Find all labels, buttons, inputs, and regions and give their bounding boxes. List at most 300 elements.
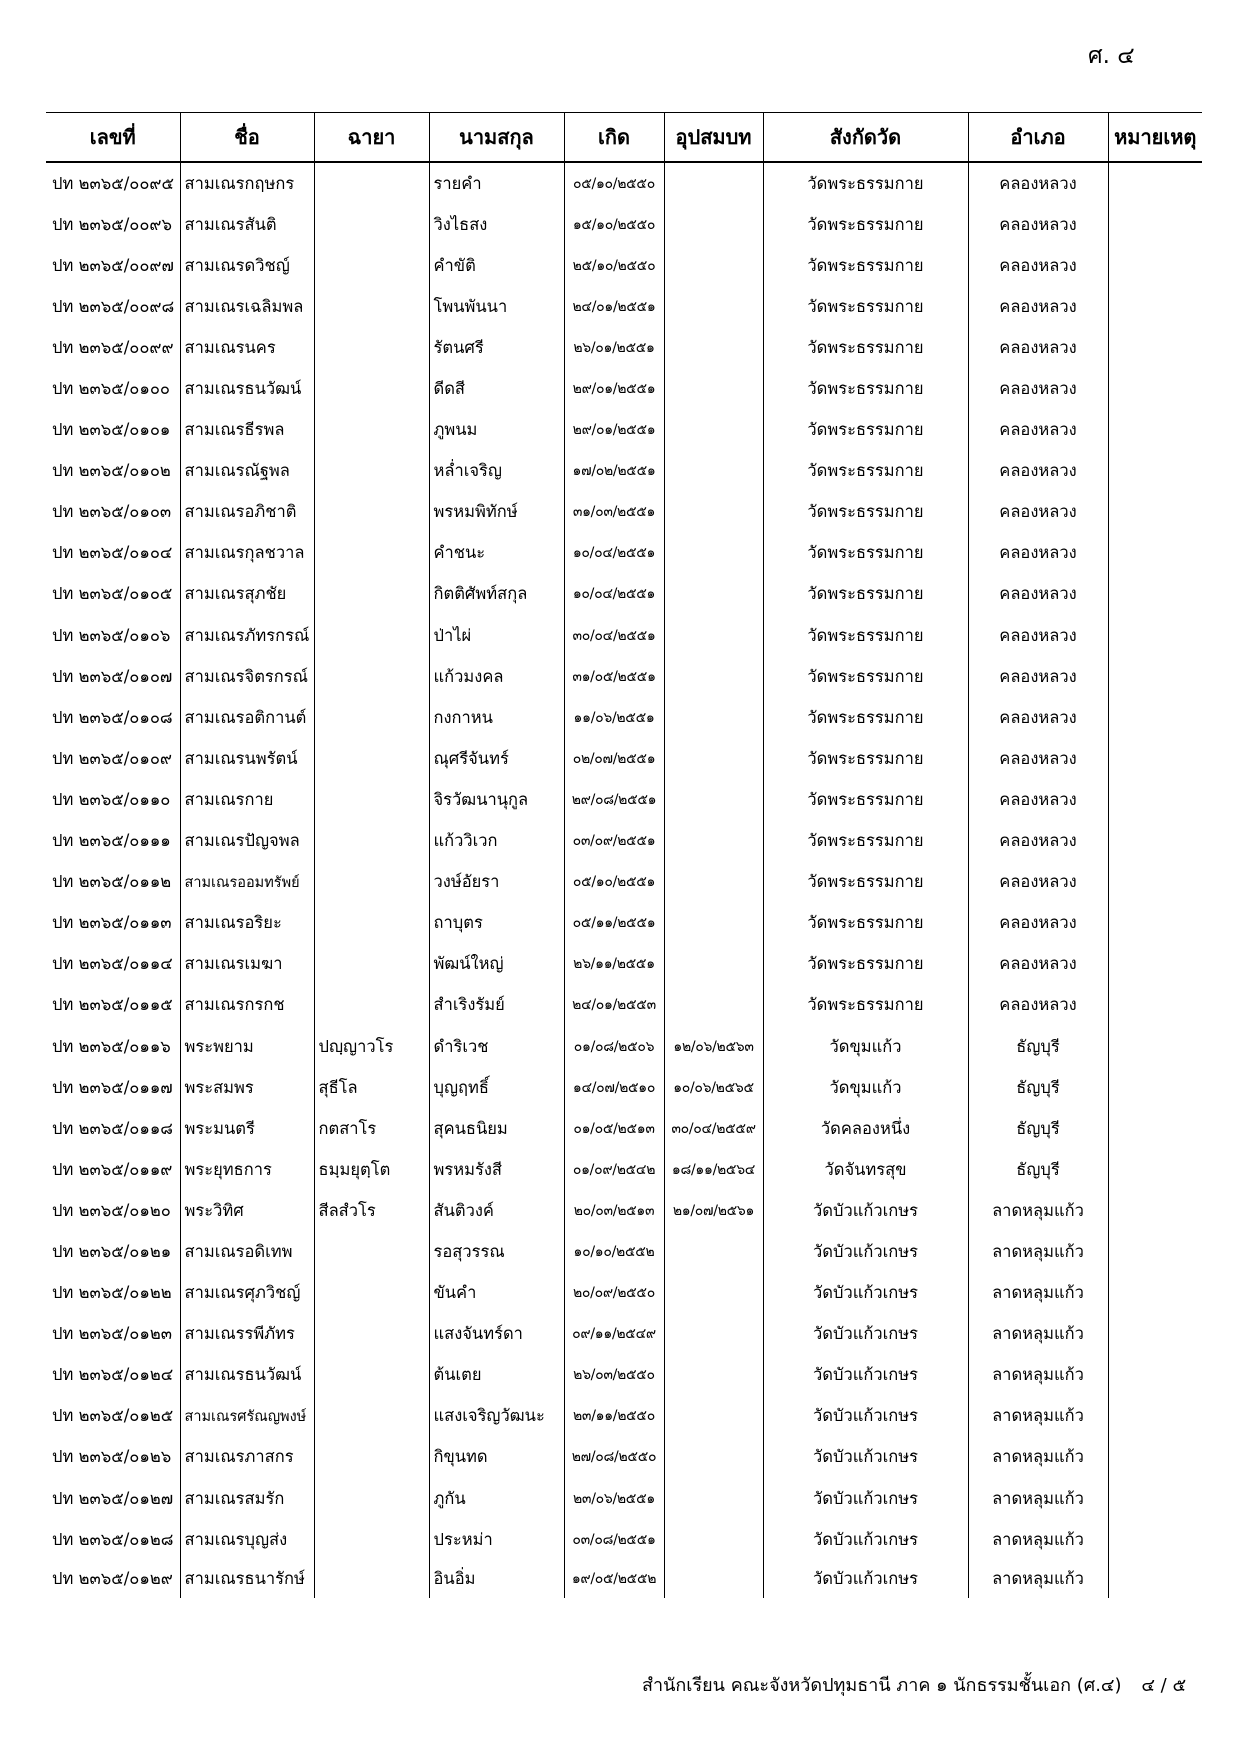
cell-remarks bbox=[1108, 492, 1202, 533]
cell-id: ปท ๒๓๖๕/๐๑๐๔ bbox=[52, 543, 173, 563]
cell-remarks bbox=[1108, 821, 1202, 862]
cell-district: ธัญบุรี bbox=[968, 1108, 1108, 1149]
cell-temple: วัดพระธรรมกาย bbox=[763, 985, 968, 1026]
cell-district: คลองหลวง bbox=[968, 779, 1108, 820]
cell-ordination-date bbox=[664, 204, 763, 245]
cell-district: คลองหลวง bbox=[968, 574, 1108, 615]
cell-surname: แก้วมงคล bbox=[429, 656, 564, 697]
cell-birth-date: ๒๙/๐๑/๒๕๕๑ bbox=[564, 410, 664, 451]
cell-ordination-date bbox=[664, 656, 763, 697]
cell-remarks bbox=[1108, 779, 1202, 820]
cell-remarks bbox=[1108, 1149, 1202, 1190]
cell-remarks bbox=[1108, 1231, 1202, 1272]
cell-birth-date: ๒๖/๐๓/๒๕๕๐ bbox=[564, 1355, 664, 1396]
cell-remarks bbox=[1108, 327, 1202, 368]
table-row bbox=[46, 1026, 1202, 1067]
cell-monastic-name bbox=[314, 1519, 429, 1560]
cell-monastic-name bbox=[314, 697, 429, 738]
table-row bbox=[46, 656, 1202, 697]
cell-id: ปท ๒๓๖๕/๐๑๒๓ bbox=[52, 1324, 172, 1344]
table-row bbox=[46, 245, 1202, 286]
cell-birth-date: ๐๑/๐๕/๒๕๑๓ bbox=[564, 1108, 664, 1149]
cell-ordination-date: ๒๑/๐๗/๒๕๖๑ bbox=[664, 1190, 763, 1231]
cell-monastic-name bbox=[314, 368, 429, 409]
cell-ordination-date bbox=[664, 1478, 763, 1519]
cell-name: สามเณรกฤษกร bbox=[180, 162, 314, 204]
table-row bbox=[46, 286, 1202, 327]
cell-birth-date: ๒๙/๐๘/๒๕๕๑ bbox=[564, 779, 664, 820]
cell-temple: วัดขุมแก้ว bbox=[763, 1026, 968, 1067]
cell-surname: บุญฤทธิ์ bbox=[429, 1067, 564, 1108]
cell-surname: โพนพันนา bbox=[429, 286, 564, 327]
cell-name: สามเณรกรกช bbox=[180, 985, 314, 1026]
table-row bbox=[46, 1314, 1202, 1355]
cell-ordination-date bbox=[664, 245, 763, 286]
cell-temple: วัดคลองหนึ่ง bbox=[763, 1108, 968, 1149]
cell-surname: อินอิ่ม bbox=[429, 1560, 564, 1598]
cell-name: สามเณรศรัณญพงษ์ bbox=[180, 1396, 314, 1437]
cell-id: ปท ๒๓๖๕/๐๐๙๕ bbox=[52, 173, 174, 193]
cell-id: ปท ๒๓๖๕/๐๑๒๑ bbox=[52, 1241, 172, 1261]
cell-name: สามเณรเมฆา bbox=[180, 944, 314, 985]
cell-remarks bbox=[1108, 1519, 1202, 1560]
cell-remarks bbox=[1108, 656, 1202, 697]
cell-temple: วัดพระธรรมกาย bbox=[763, 615, 968, 656]
cell-district: คลองหลวง bbox=[968, 327, 1108, 368]
cell-monastic-name: สุธีโล bbox=[314, 1067, 429, 1108]
cell-ordination-date bbox=[664, 903, 763, 944]
table-row bbox=[46, 1231, 1202, 1272]
cell-name: สามเณรนพรัตน์ bbox=[180, 738, 314, 779]
cell-birth-date: ๓๑/๐๕/๒๕๕๑ bbox=[564, 656, 664, 697]
cell-ordination-date bbox=[664, 985, 763, 1026]
cell-surname: ภูพนม bbox=[429, 410, 564, 451]
cell-surname: พรหมรังสี bbox=[429, 1149, 564, 1190]
cell-temple: วัดพระธรรมกาย bbox=[763, 410, 968, 451]
table-row bbox=[46, 1108, 1202, 1149]
cell-name: สามเณรธนวัฒน์ bbox=[180, 368, 314, 409]
cell-name: พระวิทิศ bbox=[180, 1190, 314, 1231]
col-header-ordination-date: อุปสมบท bbox=[664, 113, 763, 163]
cell-temple: วัดบัวแก้วเกษร bbox=[763, 1560, 968, 1598]
cell-birth-date: ๐๕/๑๑/๒๕๕๑ bbox=[564, 903, 664, 944]
cell-temple: วัดพระธรรมกาย bbox=[763, 162, 968, 204]
cell-district: คลองหลวง bbox=[968, 410, 1108, 451]
cell-remarks bbox=[1108, 533, 1202, 574]
cell-remarks bbox=[1108, 1478, 1202, 1519]
cell-district: ลาดหลุมแก้ว bbox=[968, 1314, 1108, 1355]
cell-id: ปท ๒๓๖๕/๐๑๑๓ bbox=[52, 913, 172, 933]
cell-birth-date: ๓๑/๐๓/๒๕๕๑ bbox=[564, 492, 664, 533]
cell-surname: สำเริงรัมย์ bbox=[429, 985, 564, 1026]
footer-office: สำนักเรียน คณะจังหวัดปทุมธานี ภาค ๑ นักธรรมชั้นเอก (ศ.๔) bbox=[642, 1675, 1122, 1696]
cell-district: ธัญบุรี bbox=[968, 1026, 1108, 1067]
cell-monastic-name bbox=[314, 738, 429, 779]
cell-name: สามเณรกาย bbox=[180, 779, 314, 820]
cell-birth-date: ๑๕/๑๐/๒๕๕๐ bbox=[564, 204, 664, 245]
cell-district: ลาดหลุมแก้ว bbox=[968, 1190, 1108, 1231]
cell-remarks bbox=[1108, 451, 1202, 492]
cell-birth-date: ๒๔/๐๑/๒๕๕๑ bbox=[564, 286, 664, 327]
cell-name: พระพยาม bbox=[180, 1026, 314, 1067]
cell-name: สามเณรปัญจพล bbox=[180, 821, 314, 862]
cell-district: ธัญบุรี bbox=[968, 1149, 1108, 1190]
table-row bbox=[46, 903, 1202, 944]
cell-id: ปท ๒๓๖๕/๐๑๐๕ bbox=[52, 584, 173, 604]
cell-surname: กิขุนทด bbox=[429, 1437, 564, 1478]
cell-district: คลองหลวง bbox=[968, 697, 1108, 738]
cell-birth-date: ๑๔/๐๗/๒๕๑๐ bbox=[564, 1067, 664, 1108]
cell-surname: แสงเจริญวัฒนะ bbox=[429, 1396, 564, 1437]
cell-monastic-name bbox=[314, 821, 429, 862]
table-row bbox=[46, 738, 1202, 779]
cell-name: สามเณรภัทรกรณ์ bbox=[180, 615, 314, 656]
cell-ordination-date bbox=[664, 162, 763, 204]
cell-birth-date: ๒๖/๐๑/๒๕๕๑ bbox=[564, 327, 664, 368]
cell-surname: ประหม่า bbox=[429, 1519, 564, 1560]
cell-ordination-date bbox=[664, 779, 763, 820]
cell-id: ปท ๒๓๖๕/๐๑๐๒ bbox=[52, 461, 171, 481]
cell-birth-date: ๒๕/๑๐/๒๕๕๐ bbox=[564, 245, 664, 286]
cell-ordination-date bbox=[664, 327, 763, 368]
cell-surname: สันติวงค์ bbox=[429, 1190, 564, 1231]
cell-district: คลองหลวง bbox=[968, 368, 1108, 409]
cell-birth-date: ๐๓/๐๙/๒๕๕๑ bbox=[564, 821, 664, 862]
cell-surname: รายคำ bbox=[429, 162, 564, 204]
cell-monastic-name bbox=[314, 1396, 429, 1437]
cell-birth-date: ๐๕/๑๐/๒๕๕๐ bbox=[564, 162, 664, 204]
cell-remarks bbox=[1108, 410, 1202, 451]
cell-district: คลองหลวง bbox=[968, 903, 1108, 944]
cell-temple: วัดบัวแก้วเกษร bbox=[763, 1314, 968, 1355]
table-row bbox=[46, 162, 1202, 204]
cell-monastic-name bbox=[314, 944, 429, 985]
cell-ordination-date: ๓๐/๐๔/๒๕๕๙ bbox=[664, 1108, 763, 1149]
cell-remarks bbox=[1108, 368, 1202, 409]
cell-temple: วัดบัวแก้วเกษร bbox=[763, 1519, 968, 1560]
cell-district: ธัญบุรี bbox=[968, 1067, 1108, 1108]
cell-remarks bbox=[1108, 738, 1202, 779]
cell-id: ปท ๒๓๖๕/๐๑๐๑ bbox=[52, 420, 171, 440]
cell-id: ปท ๒๓๖๕/๐๑๒๔ bbox=[52, 1365, 174, 1385]
cell-ordination-date bbox=[664, 368, 763, 409]
cell-remarks bbox=[1108, 1314, 1202, 1355]
cell-monastic-name bbox=[314, 327, 429, 368]
cell-ordination-date bbox=[664, 1437, 763, 1478]
cell-temple: วัดพระธรรมกาย bbox=[763, 656, 968, 697]
cell-name: สามเณรดวิชญ์ bbox=[180, 245, 314, 286]
table-row bbox=[46, 862, 1202, 903]
cell-temple: วัดพระธรรมกาย bbox=[763, 204, 968, 245]
table-row bbox=[46, 368, 1202, 409]
cell-name: สามเณรอติกานต์ bbox=[180, 697, 314, 738]
cell-birth-date: ๐๒/๐๗/๒๕๕๑ bbox=[564, 738, 664, 779]
cell-ordination-date bbox=[664, 1231, 763, 1272]
table-row bbox=[46, 1149, 1202, 1190]
cell-id: ปท ๒๓๖๕/๐๑๑๔ bbox=[52, 954, 173, 974]
cell-birth-date: ๐๙/๑๑/๒๕๔๙ bbox=[564, 1314, 664, 1355]
cell-monastic-name bbox=[314, 1273, 429, 1314]
cell-surname: กงกาหน bbox=[429, 697, 564, 738]
table-row bbox=[46, 1478, 1202, 1519]
cell-name: สามเณรเฉลิมพล bbox=[180, 286, 314, 327]
cell-birth-date: ๑๑/๐๖/๒๕๕๑ bbox=[564, 697, 664, 738]
cell-surname: วิงไธสง bbox=[429, 204, 564, 245]
cell-temple: วัดบัวแก้วเกษร bbox=[763, 1355, 968, 1396]
cell-ordination-date bbox=[664, 1396, 763, 1437]
cell-name: สามเณรธนวัฒน์ bbox=[180, 1355, 314, 1396]
cell-temple: วัดบัวแก้วเกษร bbox=[763, 1396, 968, 1437]
cell-monastic-name bbox=[314, 1355, 429, 1396]
cell-id: ปท ๒๓๖๕/๐๑๒๕ bbox=[52, 1406, 174, 1426]
cell-birth-date: ๐๑/๐๙/๒๕๔๒ bbox=[564, 1149, 664, 1190]
cell-surname: ถาบุตร bbox=[429, 903, 564, 944]
cell-surname: ขันคำ bbox=[429, 1273, 564, 1314]
cell-name: สามเณรสมรัก bbox=[180, 1478, 314, 1519]
cell-temple: วัดพระธรรมกาย bbox=[763, 574, 968, 615]
cell-monastic-name bbox=[314, 286, 429, 327]
cell-temple: วัดพระธรรมกาย bbox=[763, 451, 968, 492]
cell-district: ลาดหลุมแก้ว bbox=[968, 1478, 1108, 1519]
table-row bbox=[46, 492, 1202, 533]
col-header-id: เลขที่ bbox=[46, 113, 180, 163]
cell-ordination-date bbox=[664, 738, 763, 779]
cell-remarks bbox=[1108, 1067, 1202, 1108]
col-header-temple: สังกัดวัด bbox=[763, 113, 968, 163]
cell-remarks bbox=[1108, 1355, 1202, 1396]
cell-id: ปท ๒๓๖๕/๐๑๒๐ bbox=[52, 1200, 171, 1220]
cell-district: คลองหลวง bbox=[968, 286, 1108, 327]
cell-ordination-date bbox=[664, 410, 763, 451]
cell-surname: คำขัติ bbox=[429, 245, 564, 286]
cell-monastic-name bbox=[314, 903, 429, 944]
cell-temple: วัดพระธรรมกาย bbox=[763, 862, 968, 903]
table-row bbox=[46, 1273, 1202, 1314]
cell-name: สามเณรธีรพล bbox=[180, 410, 314, 451]
exam-roster-table bbox=[46, 112, 1202, 1598]
cell-remarks bbox=[1108, 1437, 1202, 1478]
cell-ordination-date bbox=[664, 944, 763, 985]
cell-name: สามเณรรพีภัทร bbox=[180, 1314, 314, 1355]
cell-monastic-name bbox=[314, 245, 429, 286]
cell-birth-date: ๑๐/๑๐/๒๕๕๒ bbox=[564, 1231, 664, 1272]
cell-monastic-name bbox=[314, 615, 429, 656]
roster-body bbox=[46, 162, 1202, 1598]
table-row bbox=[46, 821, 1202, 862]
cell-remarks bbox=[1108, 162, 1202, 204]
cell-id: ปท ๒๓๖๕/๐๑๒๗ bbox=[52, 1488, 174, 1508]
cell-remarks bbox=[1108, 1396, 1202, 1437]
cell-remarks bbox=[1108, 286, 1202, 327]
footer-page-number: ๔ / ๕ bbox=[1141, 1675, 1187, 1696]
cell-name: สามเณรบุญส่ง bbox=[180, 1519, 314, 1560]
cell-district: คลองหลวง bbox=[968, 944, 1108, 985]
cell-id: ปท ๒๓๖๕/๐๑๑๘ bbox=[52, 1118, 174, 1138]
table-row bbox=[46, 697, 1202, 738]
cell-surname: ดีดสี bbox=[429, 368, 564, 409]
table-row bbox=[46, 779, 1202, 820]
cell-temple: วัดพระธรรมกาย bbox=[763, 327, 968, 368]
cell-birth-date: ๐๑/๐๘/๒๕๐๖ bbox=[564, 1026, 664, 1067]
cell-monastic-name bbox=[314, 492, 429, 533]
cell-birth-date: ๓๐/๐๔/๒๕๕๑ bbox=[564, 615, 664, 656]
cell-birth-date: ๑๐/๐๔/๒๕๕๑ bbox=[564, 574, 664, 615]
cell-name: สามเณรณัฐพล bbox=[180, 451, 314, 492]
cell-surname: แสงจันทร์ดา bbox=[429, 1314, 564, 1355]
table-row bbox=[46, 1396, 1202, 1437]
col-header-monastic-name: ฉายา bbox=[314, 113, 429, 163]
cell-temple: วัดพระธรรมกาย bbox=[763, 903, 968, 944]
cell-temple: วัดพระธรรมกาย bbox=[763, 738, 968, 779]
page-code: ศ. ๔ bbox=[1088, 43, 1135, 69]
cell-temple: วัดพระธรรมกาย bbox=[763, 697, 968, 738]
cell-district: ลาดหลุมแก้ว bbox=[968, 1396, 1108, 1437]
cell-ordination-date bbox=[664, 1519, 763, 1560]
cell-name: สามเณรศุภวิชญ์ bbox=[180, 1273, 314, 1314]
cell-surname: สุคนธนิยม bbox=[429, 1108, 564, 1149]
cell-district: คลองหลวง bbox=[968, 162, 1108, 204]
table-row bbox=[46, 1190, 1202, 1231]
cell-ordination-date: ๑๒/๐๖/๒๕๖๓ bbox=[664, 1026, 763, 1067]
cell-birth-date: ๒๓/๑๑/๒๕๕๐ bbox=[564, 1396, 664, 1437]
table-row bbox=[46, 944, 1202, 985]
table-row bbox=[46, 451, 1202, 492]
page-footer bbox=[628, 1670, 1186, 1699]
cell-id: ปท ๒๓๖๕/๐๑๑๑ bbox=[52, 831, 171, 851]
cell-remarks bbox=[1108, 944, 1202, 985]
cell-remarks bbox=[1108, 1560, 1202, 1598]
cell-id: ปท ๒๓๖๕/๐๑๒๖ bbox=[52, 1447, 172, 1467]
cell-surname: ณุศรีจันทร์ bbox=[429, 738, 564, 779]
cell-temple: วัดบัวแก้วเกษร bbox=[763, 1478, 968, 1519]
cell-district: คลองหลวง bbox=[968, 204, 1108, 245]
cell-monastic-name bbox=[314, 862, 429, 903]
cell-ordination-date: ๑๘/๑๑/๒๕๖๔ bbox=[664, 1149, 763, 1190]
cell-surname: หล่ำเจริญ bbox=[429, 451, 564, 492]
cell-district: ลาดหลุมแก้ว bbox=[968, 1355, 1108, 1396]
cell-name: สามเณรนคร bbox=[180, 327, 314, 368]
col-header-surname: นามสกุล bbox=[429, 113, 564, 163]
table-row bbox=[46, 1560, 1202, 1598]
cell-remarks bbox=[1108, 245, 1202, 286]
cell-district: ลาดหลุมแก้ว bbox=[968, 1519, 1108, 1560]
cell-remarks bbox=[1108, 903, 1202, 944]
table-row bbox=[46, 204, 1202, 245]
cell-id: ปท ๒๓๖๕/๐๑๑๒ bbox=[52, 872, 172, 892]
cell-surname: ต้นเตย bbox=[429, 1355, 564, 1396]
cell-birth-date: ๒๐/๐๓/๒๕๑๓ bbox=[564, 1190, 664, 1231]
cell-name: สามเณรอริยะ bbox=[180, 903, 314, 944]
cell-ordination-date bbox=[664, 533, 763, 574]
col-header-district: อำเภอ bbox=[968, 113, 1108, 163]
cell-monastic-name bbox=[314, 779, 429, 820]
cell-monastic-name bbox=[314, 985, 429, 1026]
cell-temple: วัดบัวแก้วเกษร bbox=[763, 1437, 968, 1478]
cell-surname: กิตติศัพท์สกุล bbox=[429, 574, 564, 615]
cell-surname: ดำริเวช bbox=[429, 1026, 564, 1067]
cell-temple: วัดพระธรรมกาย bbox=[763, 944, 968, 985]
cell-remarks bbox=[1108, 1108, 1202, 1149]
cell-id: ปท ๒๓๖๕/๐๑๒๙ bbox=[52, 1569, 173, 1589]
cell-district: คลองหลวง bbox=[968, 821, 1108, 862]
cell-monastic-name: กตสาโร bbox=[314, 1108, 429, 1149]
cell-surname: แก้ววิเวก bbox=[429, 821, 564, 862]
header-row bbox=[46, 113, 1202, 163]
cell-id: ปท ๒๓๖๕/๐๑๑๕ bbox=[52, 995, 173, 1015]
cell-ordination-date: ๑๐/๐๖/๒๕๖๕ bbox=[664, 1067, 763, 1108]
cell-name: สามเณรภาสกร bbox=[180, 1437, 314, 1478]
cell-remarks bbox=[1108, 615, 1202, 656]
cell-name: สามเณรจิตรกรณ์ bbox=[180, 656, 314, 697]
cell-birth-date: ๐๓/๐๘/๒๕๕๑ bbox=[564, 1519, 664, 1560]
cell-surname: จิรวัฒนานุกูล bbox=[429, 779, 564, 820]
cell-surname: รัตนศรี bbox=[429, 327, 564, 368]
cell-remarks bbox=[1108, 1190, 1202, 1231]
cell-id: ปท ๒๓๖๕/๐๐๙๙ bbox=[52, 337, 174, 357]
cell-district: คลองหลวง bbox=[968, 451, 1108, 492]
cell-ordination-date bbox=[664, 574, 763, 615]
cell-birth-date: ๒๗/๐๘/๒๕๕๐ bbox=[564, 1437, 664, 1478]
cell-remarks bbox=[1108, 1026, 1202, 1067]
cell-district: คลองหลวง bbox=[968, 656, 1108, 697]
cell-district: คลองหลวง bbox=[968, 862, 1108, 903]
cell-birth-date: ๒๓/๐๖/๒๕๕๑ bbox=[564, 1478, 664, 1519]
cell-ordination-date bbox=[664, 1273, 763, 1314]
cell-monastic-name: ปญฺญาวโร bbox=[314, 1026, 429, 1067]
cell-name: สามเณรอภิชาติ bbox=[180, 492, 314, 533]
table-row bbox=[46, 615, 1202, 656]
cell-temple: วัดพระธรรมกาย bbox=[763, 779, 968, 820]
cell-name: สามเณรธนารักษ์ bbox=[180, 1560, 314, 1598]
cell-name: สามเณรกุลชวาล bbox=[180, 533, 314, 574]
cell-birth-date: ๒๙/๐๑/๒๕๕๑ bbox=[564, 368, 664, 409]
cell-id: ปท ๒๓๖๕/๐๑๒๘ bbox=[52, 1529, 174, 1549]
cell-district: คลองหลวง bbox=[968, 738, 1108, 779]
cell-id: ปท ๒๓๖๕/๐๑๒๒ bbox=[52, 1283, 172, 1303]
cell-surname: คำชนะ bbox=[429, 533, 564, 574]
cell-surname: รอสุวรรณ bbox=[429, 1231, 564, 1272]
cell-birth-date: ๑๗/๐๒/๒๕๕๑ bbox=[564, 451, 664, 492]
cell-temple: วัดขุมแก้ว bbox=[763, 1067, 968, 1108]
cell-temple: วัดบัวแก้วเกษร bbox=[763, 1190, 968, 1231]
cell-surname: วงษ์อัยรา bbox=[429, 862, 564, 903]
cell-district: ลาดหลุมแก้ว bbox=[968, 1437, 1108, 1478]
cell-district: คลองหลวง bbox=[968, 245, 1108, 286]
cell-temple: วัดพระธรรมกาย bbox=[763, 286, 968, 327]
cell-remarks bbox=[1108, 862, 1202, 903]
table-row bbox=[46, 1519, 1202, 1560]
cell-monastic-name: ธมฺมยุตฺโต bbox=[314, 1149, 429, 1190]
table-row bbox=[46, 533, 1202, 574]
cell-monastic-name bbox=[314, 574, 429, 615]
cell-ordination-date bbox=[664, 862, 763, 903]
table-row bbox=[46, 1355, 1202, 1396]
cell-district: ลาดหลุมแก้ว bbox=[968, 1560, 1108, 1598]
cell-ordination-date bbox=[664, 615, 763, 656]
cell-name: พระยุทธการ bbox=[180, 1149, 314, 1190]
col-header-birth-date: เกิด bbox=[564, 113, 664, 163]
col-header-remarks: หมายเหตุ bbox=[1108, 113, 1202, 163]
cell-district: ลาดหลุมแก้ว bbox=[968, 1273, 1108, 1314]
cell-monastic-name bbox=[314, 656, 429, 697]
cell-birth-date: ๒๖/๑๑/๒๕๕๑ bbox=[564, 944, 664, 985]
cell-id: ปท ๒๓๖๕/๐๑๑๗ bbox=[52, 1077, 173, 1097]
cell-name: พระสมพร bbox=[180, 1067, 314, 1108]
cell-monastic-name bbox=[314, 1478, 429, 1519]
cell-monastic-name bbox=[314, 1314, 429, 1355]
cell-id: ปท ๒๓๖๕/๐๑๐๙ bbox=[52, 748, 172, 768]
cell-name: สามเณรอดิเทพ bbox=[180, 1231, 314, 1272]
